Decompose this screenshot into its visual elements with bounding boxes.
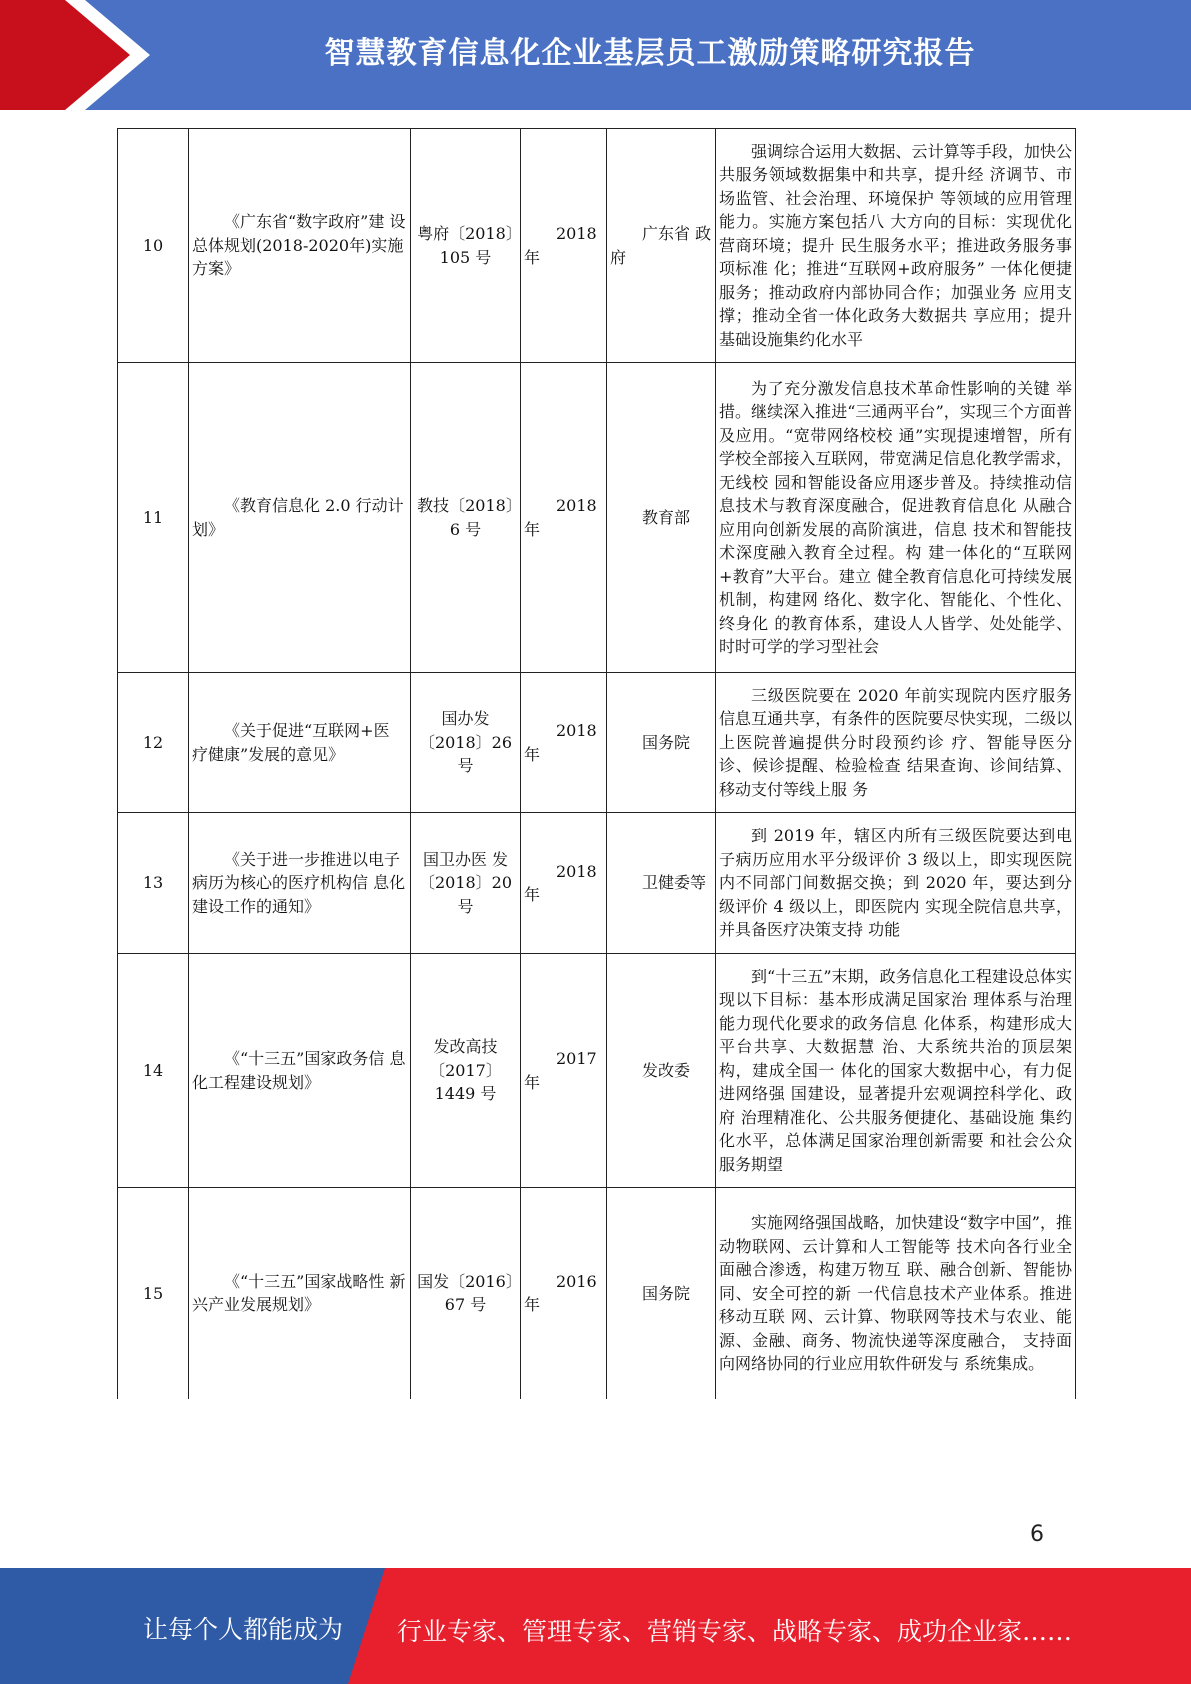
- page-number: 6: [1030, 1522, 1044, 1547]
- policy-table: [117, 128, 1076, 1399]
- policy-description: 强调综合运用大数据、云计算等手段，加快公共服务领域数据集中和共享，提升经 济调节、市场监管、社会治理、环境保护 等领域的应用管理能力。实施方案包括八 大方向的目标：实现优化营商环境；提升 民生服务水平；推进政务服务事项标准 化；推进“互联网+政府服务” 一体化便捷 服务；推动政府内部协同合作；加强业务 应用支撑；推动全省一体化政务大数据共 享应用；提升基础设施集约化水平: [716, 129, 1076, 363]
- document-code: 教技〔2018〕6 号: [411, 363, 521, 673]
- table-row: [118, 1188, 1076, 1399]
- footer-slogan-left: 让每个人都能成为: [143, 1615, 344, 1644]
- issue-year: 2018年: [521, 673, 607, 813]
- policy-name: 《广东省“数字政府”建 设总体规划(2018-2020年)实施方案》: [189, 129, 411, 363]
- issuing-org: 广东省 政府: [607, 129, 716, 363]
- policy-description: 到“十三五”末期，政务信息化工程建设总体实现以下目标：基本形成满足国家治 理体系与治理能力现代化要求的政务信息 化体系，构建形成大平台共享、大数据慧 治、大系统共治的顶层架构，建成全国一 体化的国家大数据中心，有力促进网络强 国建设，显著提升宏观调控科学化、政府 治理精准化、公共服务便捷化、基础设施 集约化水平，总体满足国家治理创新需要 和社会公众服务期望: [716, 954, 1076, 1188]
- row-number: 12: [118, 673, 189, 813]
- issuing-org: 国务院: [607, 1188, 716, 1399]
- issuing-org: 发改委: [607, 954, 716, 1188]
- document-code: 粤府〔2018〕105 号: [411, 129, 521, 363]
- policy-name: 《教育信息化 2.0 行动计 划》: [189, 363, 411, 673]
- table-row: [118, 129, 1076, 363]
- footer-banner: [0, 1568, 1191, 1684]
- issue-year: 2018年: [521, 129, 607, 363]
- document-code: 国发〔2016〕67 号: [411, 1188, 521, 1399]
- report-title: 智慧教育信息化企业基层员工激励策略研究报告: [324, 36, 976, 71]
- policy-name: 《关于进一步推进以电子 病历为核心的医疗机构信 息化建设工作的通知》: [189, 813, 411, 954]
- issue-year: 2017年: [521, 954, 607, 1188]
- policy-description: 实施网络强国战略，加快建设“数字中国”，推动物联网、云计算和人工智能等 技术向各行业全面融合渗透，构建万物互 联、融合创新、智能协同、安全可控的新 一代信息技术产业体系。推进移动互联 网、云计算、物联网等技术与农业、能 源、金融、商务、物流快递等深度融合， 支持面向网络协同的行业应用软件研发与 系统集成。: [716, 1188, 1076, 1399]
- row-number: 10: [118, 129, 189, 363]
- row-number: 11: [118, 363, 189, 673]
- table-row: [118, 813, 1076, 954]
- row-number: 14: [118, 954, 189, 1188]
- policy-name: 《“十三五”国家战略性 新兴产业发展规划》: [189, 1188, 411, 1399]
- issue-year: 2018年: [521, 363, 607, 673]
- issue-year: 2016年: [521, 1188, 607, 1399]
- footer-slogan-right: 行业专家、管理专家、营销专家、战略专家、成功企业家……: [397, 1617, 1073, 1646]
- row-number: 13: [118, 813, 189, 954]
- header-red-arrow: [0, 0, 145, 110]
- table-row: [118, 954, 1076, 1188]
- document-code: 国卫办医 发〔2018〕20 号: [411, 813, 521, 954]
- table-row: [118, 363, 1076, 673]
- issue-year: 2018年: [521, 813, 607, 954]
- document-code: 发改高技〔2017〕1449 号: [411, 954, 521, 1188]
- header-banner: [0, 0, 1191, 110]
- document-code: 国办发〔2018〕26 号: [411, 673, 521, 813]
- policy-name: 《关于促进“互联网+医 疗健康”发展的意见》: [189, 673, 411, 813]
- policy-name: 《“十三五”国家政务信 息化工程建设规划》: [189, 954, 411, 1188]
- policy-description: 到 2019 年，辖区内所有三级医院要达到电 子病历应用水平分级评价 3 级以上，即实现医院内不同部门间数据交换；到 2020 年，要达到分级评价 4 级以上，即医院内 实现全院信息共享，并具备医疗决策支持 功能: [716, 813, 1076, 954]
- policy-description: 三级医院要在 2020 年前实现院内医疗服务 信息互通共享，有条件的医院要尽快实现，二级以上医院普遍提供分时段预约诊 疗、智能导医分诊、候诊提醒、检验检查 结果查询、诊间结算、移动支付等线上服 务: [716, 673, 1076, 813]
- issuing-org: 国务院: [607, 673, 716, 813]
- row-number: 15: [118, 1188, 189, 1399]
- issuing-org: 教育部: [607, 363, 716, 673]
- policy-description: 为了充分激发信息技术革命性影响的关键 举措。继续深入推进“三通两平台”，实现三个方面普及应用。“宽带网络校校 通”实现提速增智，所有学校全部接入互联网，带宽满足信息化教学需求，无线校 园和智能设备应用逐步普及。持续推动信 息技术与教育深度融合，促进教育信息化 从融合应用向创新发展的高阶演进，信息 技术和智能技术深度融入教育全过程。构 建一体化的“互联网+教育”大平台。建立 健全教育信息化可持续发展机制，构建网 络化、数字化、智能化、个性化、终身化 的教育体系，建设人人皆学、处处能学、 时时可学的学习型社会: [716, 363, 1076, 673]
- table-row: [118, 673, 1076, 813]
- issuing-org: 卫健委等: [607, 813, 716, 954]
